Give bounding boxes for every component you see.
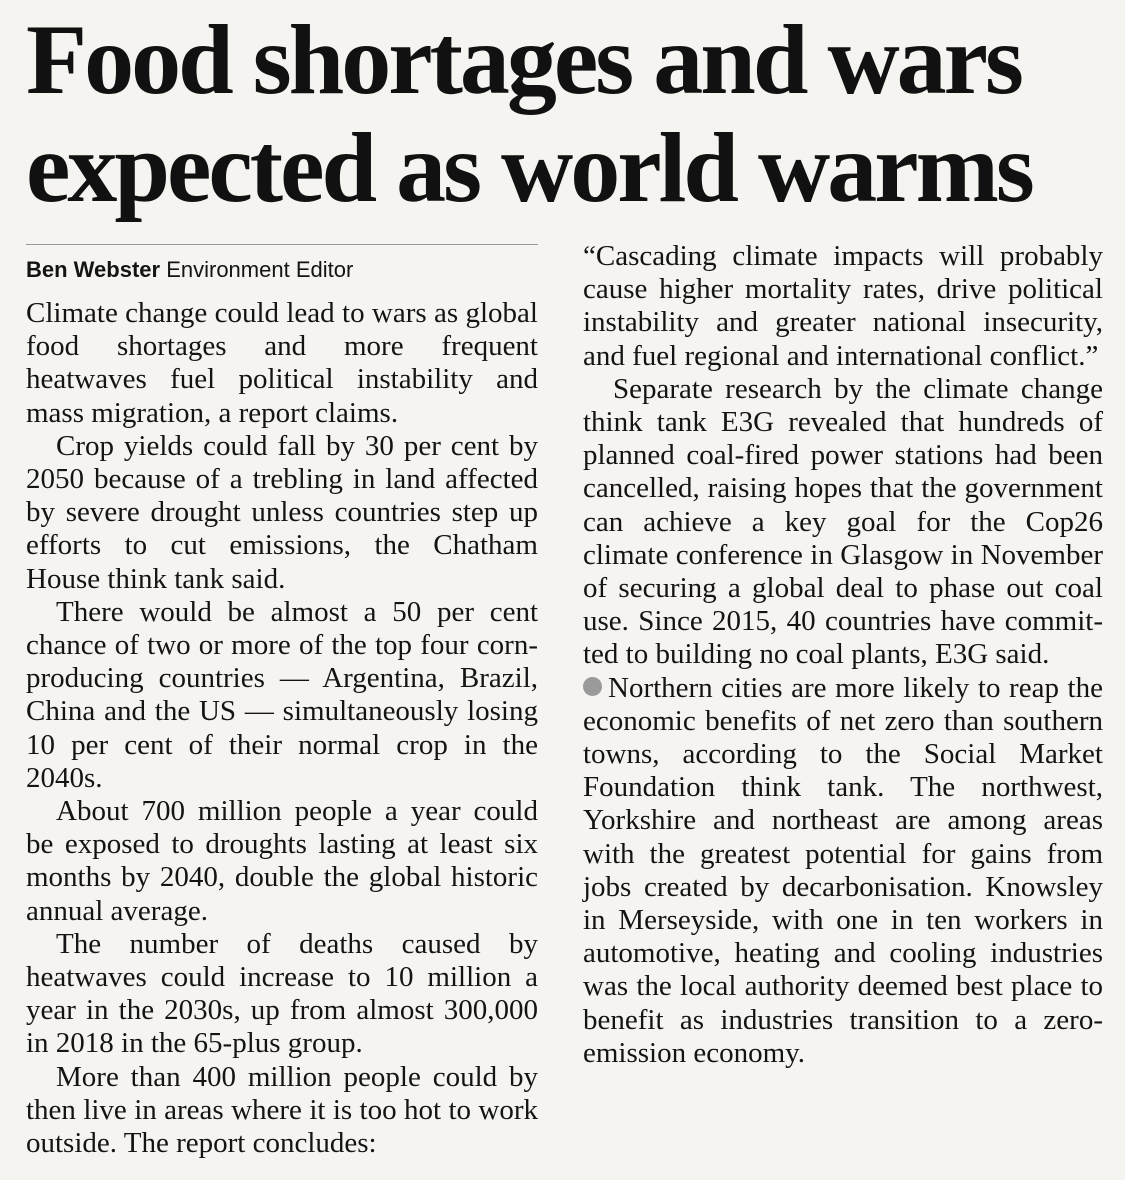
left-column [26, 244, 538, 1160]
paragraph-4: About 700 million people a year could be exposed to droughts lasting at least six months by 2040, double the global historic annual average. [26, 795, 538, 927]
paragraph-7: “Cascading climate impacts will probably cause higher mortality rates, drive political instability and greater national insecurity, and fuel regional and international conflict.” [583, 240, 1103, 372]
paragraph-9-text: Northern cities are more likely to reap the economic benefits of net zero than southern towns, according to the Social Market Foundation think tank. The northwest, Yorkshire and northeast are among areas with the greatest potential for gains from jobs created by decarbonisation. Knowsley in Merseyside, with one in ten workers in automotive, heating and cooling industries was the local authority deemed best place to benefit as industries transition to a zero-emission economy. [583, 671, 1103, 1069]
paragraph-8: Separate research by the climate change think tank E3G revealed that hundreds of planned coal-fired power stations had been cancelled, raising hopes that the government can achieve a key goal for the Cop26 climate conference in Glasgow in November of securing a global deal to phase out coal use. Since 2015, 40 countries have committed to building no coal plants, E3G said. [583, 372, 1103, 671]
paragraph-5: The number of deaths caused by heatwaves could increase to 10 million a year in the 2030s, up from almost 300,000 in 2018 in the 65-plus group. [26, 927, 538, 1060]
byline-author: Ben Webster [26, 257, 161, 282]
byline [26, 255, 538, 285]
paragraph-9 [583, 672, 1103, 1070]
byline-role: Environment Editor [166, 257, 354, 282]
paragraph-6: More than 400 million people could by then live in areas where it is too hot to work outside. The report concludes: [26, 1060, 538, 1160]
paragraph-3: There would be almost a 50 per cent chance of two or more of the top four corn-producing countries — Argentina, Brazil, China and the US — simultaneously losing 10 per cent of their normal crop in the 2040s. [26, 595, 538, 794]
paragraph-1: Climate change could lead to wars as global food shortages and more frequent heatwaves fuel political instability and mass migration, a report claims. [26, 297, 538, 429]
paragraph-2: Crop yields could fall by 30 per cent by 2050 because of a trebling in land affected by severe drought unless countries step up efforts to cut emissions, the Chatham House think tank said. [26, 429, 538, 595]
headline: Food shortages and wars expected as world warms [26, 4, 1032, 223]
right-column [583, 240, 1103, 1160]
bullet-icon [583, 677, 602, 696]
article-body [26, 240, 1103, 1160]
